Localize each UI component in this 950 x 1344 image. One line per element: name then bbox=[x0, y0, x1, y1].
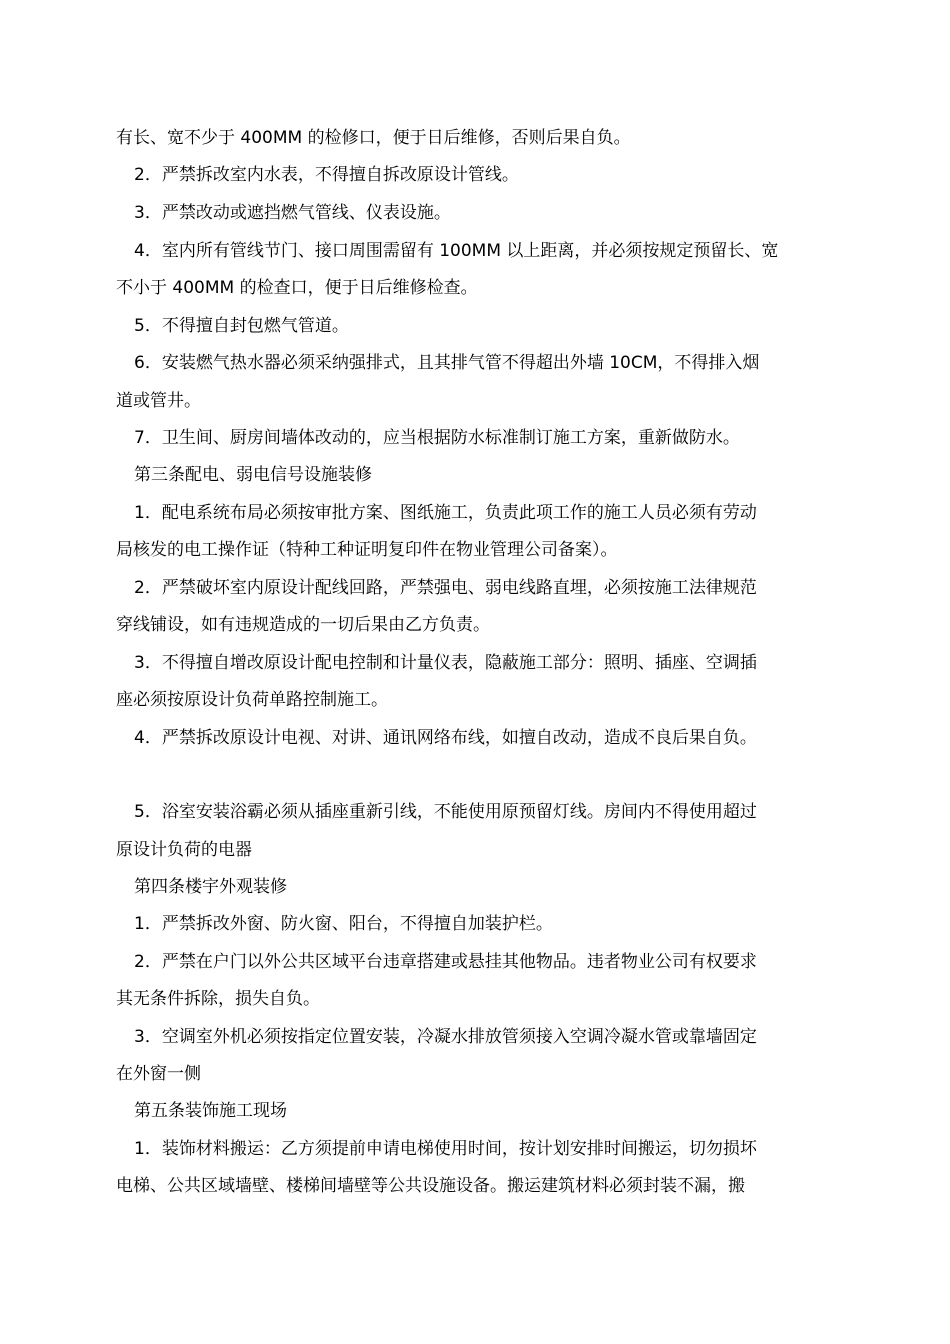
paragraph-line: 穿线铺设，如有违规造成的一切后果由乙方负责。 bbox=[116, 615, 490, 635]
paragraph-line: 座必须按原设计负荷单路控制施工。 bbox=[116, 690, 388, 710]
paragraph-line: 有长、宽不少于 400MM 的检修口，便于日后维修，否则后果自负。 bbox=[116, 128, 631, 148]
paragraph-line: 3．不得擅自增改原设计配电控制和计量仪表，隐蔽施工部分：照明、插座、空调插 bbox=[134, 653, 757, 673]
section-heading: 第三条配电、弱电信号设施装修 bbox=[134, 465, 372, 485]
paragraph-line: 7．卫生间、厨房间墙体改动的，应当根据防水标准制订施工方案，重新做防水。 bbox=[134, 428, 740, 448]
paragraph-line: 2．严禁破坏室内原设计配线回路，严禁强电、弱电线路直埋，必须按施工法律规范 bbox=[134, 578, 757, 598]
paragraph-line: 其无条件拆除，损失自负。 bbox=[116, 989, 320, 1009]
paragraph-line: 4．严禁拆改原设计电视、对讲、通讯网络布线，如擅自改动，造成不良后果自负。 bbox=[134, 728, 757, 748]
paragraph-line: 3．空调室外机必须按指定位置安装，冷凝水排放管须接入空调冷凝水管或靠墙固定 bbox=[134, 1027, 757, 1047]
paragraph-line: 2．严禁拆改室内水表，不得擅自拆改原设计管线。 bbox=[134, 165, 519, 185]
paragraph-line: 原设计负荷的电器 bbox=[116, 840, 252, 860]
paragraph-line: 4．室内所有管线节门、接口周围需留有 100MM 以上距离，并必须按规定预留长、宽 bbox=[134, 241, 779, 261]
section-heading: 第五条装饰施工现场 bbox=[134, 1101, 287, 1121]
paragraph-line: 1．严禁拆改外窗、防火窗、阳台，不得擅自加装护栏。 bbox=[134, 914, 553, 934]
paragraph-line: 2．严禁在户门以外公共区域平台违章搭建或悬挂其他物品。违者物业公司有权要求 bbox=[134, 952, 757, 972]
paragraph-line: 3．严禁改动或遮挡燃气管线、仪表设施。 bbox=[134, 203, 451, 223]
section-heading: 第四条楼宇外观装修 bbox=[134, 877, 287, 897]
paragraph-line: 1．配电系统布局必须按审批方案、图纸施工，负责此项工作的施工人员必须有劳动 bbox=[134, 503, 757, 523]
paragraph-line: 局核发的电工操作证（特种工种证明复印件在物业管理公司备案）。 bbox=[116, 540, 618, 560]
paragraph-line: 电梯、公共区域墙壁、楼梯间墙壁等公共设施设备。搬运建筑材料必须封装不漏，搬 bbox=[116, 1176, 745, 1196]
paragraph-line: 6．安装燃气热水器必须采纳强排式，且其排气管不得超出外墙 10CM，不得排入烟 bbox=[134, 353, 760, 373]
paragraph-line: 道或管井。 bbox=[116, 391, 201, 411]
paragraph-line: 5．浴室安装浴霸必须从插座重新引线，不能使用原预留灯线。房间内不得使用超过 bbox=[134, 802, 757, 822]
paragraph-line: 在外窗一侧 bbox=[116, 1064, 201, 1084]
paragraph-line: 5．不得擅自封包燃气管道。 bbox=[134, 316, 349, 336]
paragraph-line: 不小于 400MM 的检查口，便于日后维修检查。 bbox=[116, 278, 478, 298]
paragraph-line: 1．装饰材料搬运：乙方须提前申请电梯使用时间，按计划安排时间搬运，切勿损坏 bbox=[134, 1139, 757, 1159]
